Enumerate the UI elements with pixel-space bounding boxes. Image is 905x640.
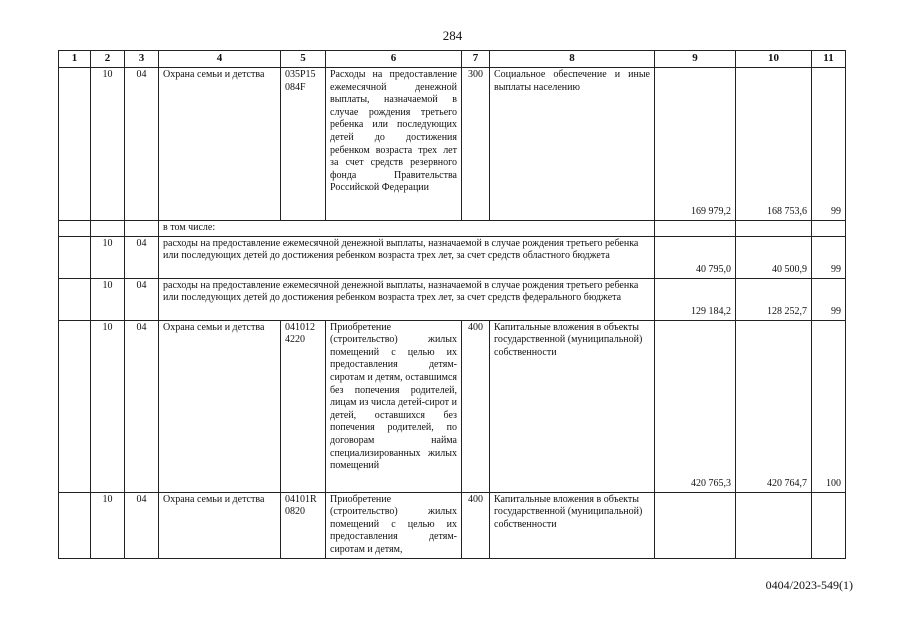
expense-type-code: 400 <box>462 320 490 492</box>
table-cell <box>812 221 846 237</box>
actual-amount: 40 500,9 <box>736 236 812 278</box>
table-row <box>59 221 846 237</box>
expense-type-name: Капитальные вложения в объекты государственной (муниципальной) собственности <box>490 492 655 558</box>
planned-amount: 420 765,3 <box>655 320 736 492</box>
column-header: 11 <box>812 51 846 68</box>
column-header: 4 <box>159 51 281 68</box>
execution-percent: 99 <box>812 68 846 221</box>
target-article-name: Приобретение (строительство) жилых помещений с целью их предоставления детям-сиротам и детям, оставшимся без попечения родителей, лицам из числа детей-сирот и детей, оставшихся без попечения родителей, по договорам найма специализированных жилых помещений <box>326 320 462 492</box>
column-header: 2 <box>91 51 125 68</box>
execution-percent: 100 <box>812 320 846 492</box>
subsection-name: Охрана семьи и детства <box>159 320 281 492</box>
including-label: в том числе: <box>159 221 655 237</box>
table-cell <box>736 221 812 237</box>
section-code: 10 <box>91 492 125 558</box>
column-header: 7 <box>462 51 490 68</box>
table-cell <box>736 492 812 558</box>
planned-amount: 40 795,0 <box>655 236 736 278</box>
table-cell <box>59 221 91 237</box>
table-row <box>59 68 846 221</box>
actual-amount: 420 764,7 <box>736 320 812 492</box>
execution-percent: 99 <box>812 278 846 320</box>
table-row <box>59 320 846 492</box>
table-cell <box>59 492 91 558</box>
table-cell <box>125 221 159 237</box>
subsection-code: 04 <box>125 68 159 221</box>
section-code: 10 <box>91 236 125 278</box>
target-article-code: 035P15 084F <box>281 68 326 221</box>
subsection-code: 04 <box>125 278 159 320</box>
subitem-description: расходы на предоставление ежемесячной денежной выплаты, назначаемой в случае рождения третьего ребенка или последующих детей до достижения ребенком возраста трех лет, за счет средств федерального бюджета <box>159 278 655 320</box>
column-header: 10 <box>736 51 812 68</box>
table-cell <box>59 68 91 221</box>
subsection-code: 04 <box>125 236 159 278</box>
actual-amount: 168 753,6 <box>736 68 812 221</box>
expense-type-code: 300 <box>462 68 490 221</box>
table-cell <box>59 320 91 492</box>
column-header: 9 <box>655 51 736 68</box>
column-header: 1 <box>59 51 91 68</box>
expense-type-name: Социальное обеспечение и иные выплаты населению <box>490 68 655 221</box>
section-code: 10 <box>91 68 125 221</box>
table-cell <box>59 278 91 320</box>
table-row <box>59 278 846 320</box>
planned-amount: 169 979,2 <box>655 68 736 221</box>
subsection-code: 04 <box>125 492 159 558</box>
target-article-name: Приобретение (строительство) жилых помещений с целью их предоставления детям-сиротам и детям, <box>326 492 462 558</box>
table-cell <box>655 492 736 558</box>
table-row <box>59 236 846 278</box>
budget-table <box>58 50 846 559</box>
planned-amount: 129 184,2 <box>655 278 736 320</box>
target-article-code: 04101R 0820 <box>281 492 326 558</box>
target-article-name: Расходы на предоставление ежемесячной денежной выплаты, назначаемой в случае рождения третьего ребенка или последующих детей до достижения ребенком возраста трех лет за счет средств резервного фонда Правительства Российской Федерации <box>326 68 462 221</box>
subsection-name: Охрана семьи и детства <box>159 68 281 221</box>
column-header: 3 <box>125 51 159 68</box>
expense-type-name: Капитальные вложения в объекты государственной (муниципальной) собственности <box>490 320 655 492</box>
table-row <box>59 492 846 558</box>
column-header: 8 <box>490 51 655 68</box>
table-cell <box>812 492 846 558</box>
table-cell <box>655 221 736 237</box>
actual-amount: 128 252,7 <box>736 278 812 320</box>
table-cell <box>59 236 91 278</box>
page-number: 284 <box>442 28 463 43</box>
subitem-description: расходы на предоставление ежемесячной денежной выплаты, назначаемой в случае рождения третьего ребенка или последующих детей до достижения ребенком возраста трех лет, за счет средств областного бюджета <box>159 236 655 278</box>
table-cell <box>91 221 125 237</box>
execution-percent: 99 <box>812 236 846 278</box>
subsection-name: Охрана семьи и детства <box>159 492 281 558</box>
column-header: 5 <box>281 51 326 68</box>
document-code: 0404/2023-549(1) <box>765 578 853 592</box>
section-code: 10 <box>91 278 125 320</box>
section-code: 10 <box>91 320 125 492</box>
expense-type-code: 400 <box>462 492 490 558</box>
table-header-row <box>59 51 846 68</box>
subsection-code: 04 <box>125 320 159 492</box>
column-header: 6 <box>326 51 462 68</box>
target-article-code: 041012 4220 <box>281 320 326 492</box>
